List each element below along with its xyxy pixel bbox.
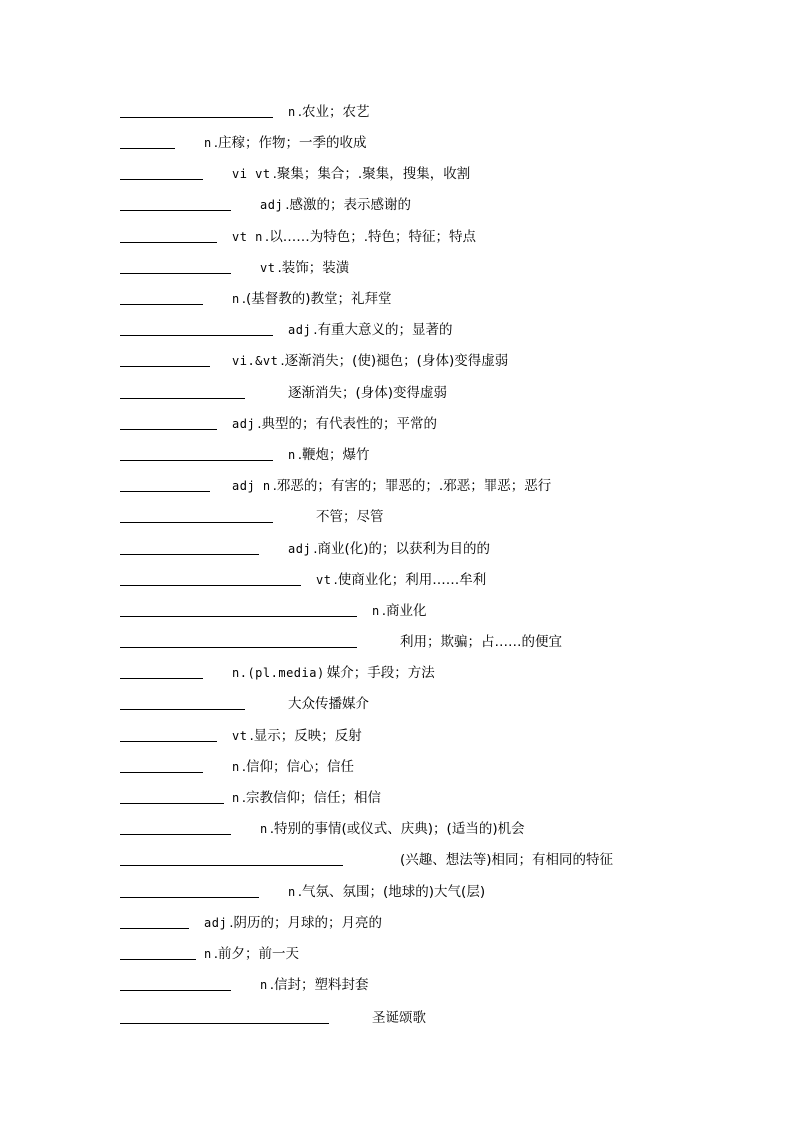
- vocab-row: [120, 570, 780, 590]
- chinese-definition: .显示；反映；反射: [249, 728, 362, 744]
- chinese-definition: .农业；农艺: [297, 104, 370, 120]
- part-of-speech: n: [288, 885, 296, 899]
- definition-text: [232, 227, 476, 247]
- part-of-speech: n: [232, 791, 240, 805]
- vocab-row: [120, 975, 780, 995]
- answer-blank-line[interactable]: [120, 304, 203, 305]
- part-of-speech: vi.&vt: [232, 354, 279, 368]
- answer-blank-line[interactable]: [120, 491, 210, 492]
- part-of-speech: n: [232, 292, 240, 306]
- answer-blank-line[interactable]: [120, 398, 245, 399]
- vocab-row: [120, 289, 780, 309]
- answer-blank-line[interactable]: [120, 366, 210, 367]
- part-of-speech: vt: [316, 573, 332, 587]
- vocab-row: [120, 320, 780, 340]
- definition-text: [316, 507, 384, 527]
- vocab-row: [120, 850, 780, 870]
- chinese-definition: 大众传播媒介: [288, 696, 369, 712]
- answer-blank-line[interactable]: [120, 554, 259, 555]
- definition-text: [232, 351, 508, 371]
- definition-text: [260, 975, 369, 995]
- answer-blank-line[interactable]: [120, 179, 203, 180]
- part-of-speech: n: [288, 448, 296, 462]
- part-of-speech: n.(pl.media): [232, 666, 325, 680]
- answer-blank-line[interactable]: [120, 865, 343, 866]
- vocab-row: [120, 726, 780, 746]
- part-of-speech: vt: [232, 729, 248, 743]
- chinese-definition: (兴趣、想法等)相同；有相同的特征: [400, 852, 614, 868]
- chinese-definition: 媒介；手段；方法: [326, 665, 435, 681]
- answer-blank-line[interactable]: [120, 616, 357, 617]
- part-of-speech: adj: [288, 542, 312, 556]
- vocab-row: [120, 788, 780, 808]
- chinese-definition: .阴历的；月球的；月亮的: [229, 915, 382, 931]
- chinese-definition: 逐渐消失；(身体)变得虚弱: [288, 385, 448, 401]
- definition-text: [288, 882, 485, 902]
- vocab-row: [120, 882, 780, 902]
- chinese-definition: .鞭炮；爆竹: [297, 447, 370, 463]
- chinese-definition: .有重大意义的；显著的: [313, 322, 453, 338]
- vocab-row: [120, 663, 780, 683]
- part-of-speech: n: [260, 978, 268, 992]
- vocab-row: [120, 195, 780, 215]
- vocab-row: [120, 227, 780, 247]
- vocab-row: [120, 694, 780, 714]
- definition-text: [372, 1008, 426, 1028]
- answer-blank-line[interactable]: [120, 273, 231, 274]
- vocab-row: [120, 757, 780, 777]
- definition-text: [260, 258, 349, 278]
- vocab-row: [120, 601, 780, 621]
- chinese-definition: .前夕；前一天: [213, 946, 300, 962]
- definition-text: [288, 383, 447, 403]
- answer-blank-line[interactable]: [120, 834, 231, 835]
- chinese-definition: .使商业化；利用……牟利: [333, 572, 487, 588]
- definition-text: [260, 819, 525, 839]
- chinese-definition: .典型的；有代表性的；平常的: [257, 416, 437, 432]
- part-of-speech: vt n: [232, 230, 263, 244]
- definition-text: [288, 320, 452, 340]
- answer-blank-line[interactable]: [120, 335, 273, 336]
- chinese-definition: .聚集；集合；.聚集，搜集，收割: [272, 166, 471, 182]
- answer-blank-line[interactable]: [120, 522, 273, 523]
- chinese-definition: .宗教信仰；信任；相信: [241, 790, 382, 806]
- answer-blank-line[interactable]: [120, 585, 301, 586]
- definition-text: [232, 757, 354, 777]
- vocab-row: [120, 476, 780, 496]
- vocab-row: [120, 632, 780, 652]
- answer-blank-line[interactable]: [120, 897, 259, 898]
- chinese-definition: 利用；欺骗；占……的便宜: [400, 634, 562, 650]
- definition-text: [260, 195, 411, 215]
- part-of-speech: vt: [260, 261, 276, 275]
- vocab-row: [120, 258, 780, 278]
- definition-text: [232, 414, 437, 434]
- part-of-speech: n: [204, 136, 212, 150]
- definition-text: [232, 726, 362, 746]
- vocab-row: [120, 133, 780, 153]
- answer-blank-line[interactable]: [120, 959, 196, 960]
- answer-blank-line[interactable]: [120, 429, 217, 430]
- chinese-definition: .信封；塑料封套: [269, 977, 369, 993]
- definition-text: [232, 788, 381, 808]
- chinese-definition: .气氛、氛围；(地球的)大气(层): [297, 884, 486, 900]
- part-of-speech: adj: [288, 323, 312, 337]
- part-of-speech: n: [260, 822, 268, 836]
- vocab-row: [120, 383, 780, 403]
- answer-blank-line[interactable]: [120, 1023, 329, 1024]
- answer-blank-line[interactable]: [120, 928, 189, 929]
- vocab-row: [120, 102, 780, 122]
- chinese-definition: .商业化: [381, 603, 427, 619]
- answer-blank-line[interactable]: [120, 647, 357, 648]
- definition-text: [288, 694, 369, 714]
- part-of-speech: n: [288, 105, 296, 119]
- answer-blank-line[interactable]: [120, 741, 217, 742]
- definition-text: [316, 570, 486, 590]
- part-of-speech: n: [372, 604, 380, 618]
- answer-blank-line[interactable]: [120, 148, 175, 149]
- chinese-definition: .庄稼；作物；一季的收成: [213, 135, 367, 151]
- definition-text: [400, 632, 562, 652]
- vocab-row: [120, 913, 780, 933]
- part-of-speech: adj: [232, 417, 256, 431]
- definition-text: [204, 944, 299, 964]
- definition-text: [204, 913, 382, 933]
- part-of-speech: vi vt: [232, 167, 271, 181]
- answer-blank-line[interactable]: [120, 210, 231, 211]
- vocab-row: [120, 414, 780, 434]
- answer-blank-line[interactable]: [120, 709, 245, 710]
- chinese-definition: .装饰；装潢: [277, 260, 350, 276]
- definition-text: [288, 102, 370, 122]
- answer-blank-line[interactable]: [120, 803, 224, 804]
- definition-text: [232, 663, 435, 683]
- definition-text: [288, 445, 370, 465]
- vocab-row: [120, 539, 780, 559]
- chinese-definition: .信仰；信心；信任: [241, 759, 355, 775]
- answer-blank-line[interactable]: [120, 990, 231, 991]
- chinese-definition: .特别的事情(或仪式、庆典)；(适当的)机会: [269, 821, 525, 837]
- answer-blank-line[interactable]: [120, 678, 203, 679]
- vocab-row: [120, 944, 780, 964]
- vocab-row: [120, 351, 780, 371]
- definition-text: [204, 133, 367, 153]
- definition-text: [400, 850, 613, 870]
- chinese-definition: .以……为特色；.特色；特征；特点: [264, 229, 476, 245]
- chinese-definition: .(基督教的)教堂；礼拜堂: [241, 291, 392, 307]
- vocab-row: [120, 507, 780, 527]
- definition-text: [288, 539, 490, 559]
- definition-text: [232, 476, 551, 496]
- vocab-row: [120, 1008, 780, 1028]
- chinese-definition: .感激的；表示感谢的: [285, 197, 411, 213]
- chinese-definition: 圣诞颂歌: [372, 1010, 426, 1026]
- chinese-definition: .逐渐消失；(使)褪色；(身体)变得虚弱: [280, 353, 509, 369]
- vocab-row: [120, 445, 780, 465]
- chinese-definition: 不管；尽管: [316, 509, 384, 525]
- vocab-row: [120, 164, 780, 184]
- definition-text: [372, 601, 427, 621]
- definition-text: [232, 289, 392, 309]
- part-of-speech: adj: [204, 916, 228, 930]
- chinese-definition: .商业(化)的；以获利为目的的: [313, 541, 491, 557]
- answer-blank-line[interactable]: [120, 460, 273, 461]
- definition-text: [232, 164, 470, 184]
- part-of-speech: n: [232, 760, 240, 774]
- chinese-definition: .邪恶的；有害的；罪恶的；.邪恶；罪恶；恶行: [272, 478, 552, 494]
- part-of-speech: adj: [260, 198, 284, 212]
- part-of-speech: adj n: [232, 479, 271, 493]
- part-of-speech: n: [204, 947, 212, 961]
- answer-blank-line[interactable]: [120, 772, 203, 773]
- answer-blank-line[interactable]: [120, 242, 217, 243]
- answer-blank-line[interactable]: [120, 117, 273, 118]
- vocab-row: [120, 819, 780, 839]
